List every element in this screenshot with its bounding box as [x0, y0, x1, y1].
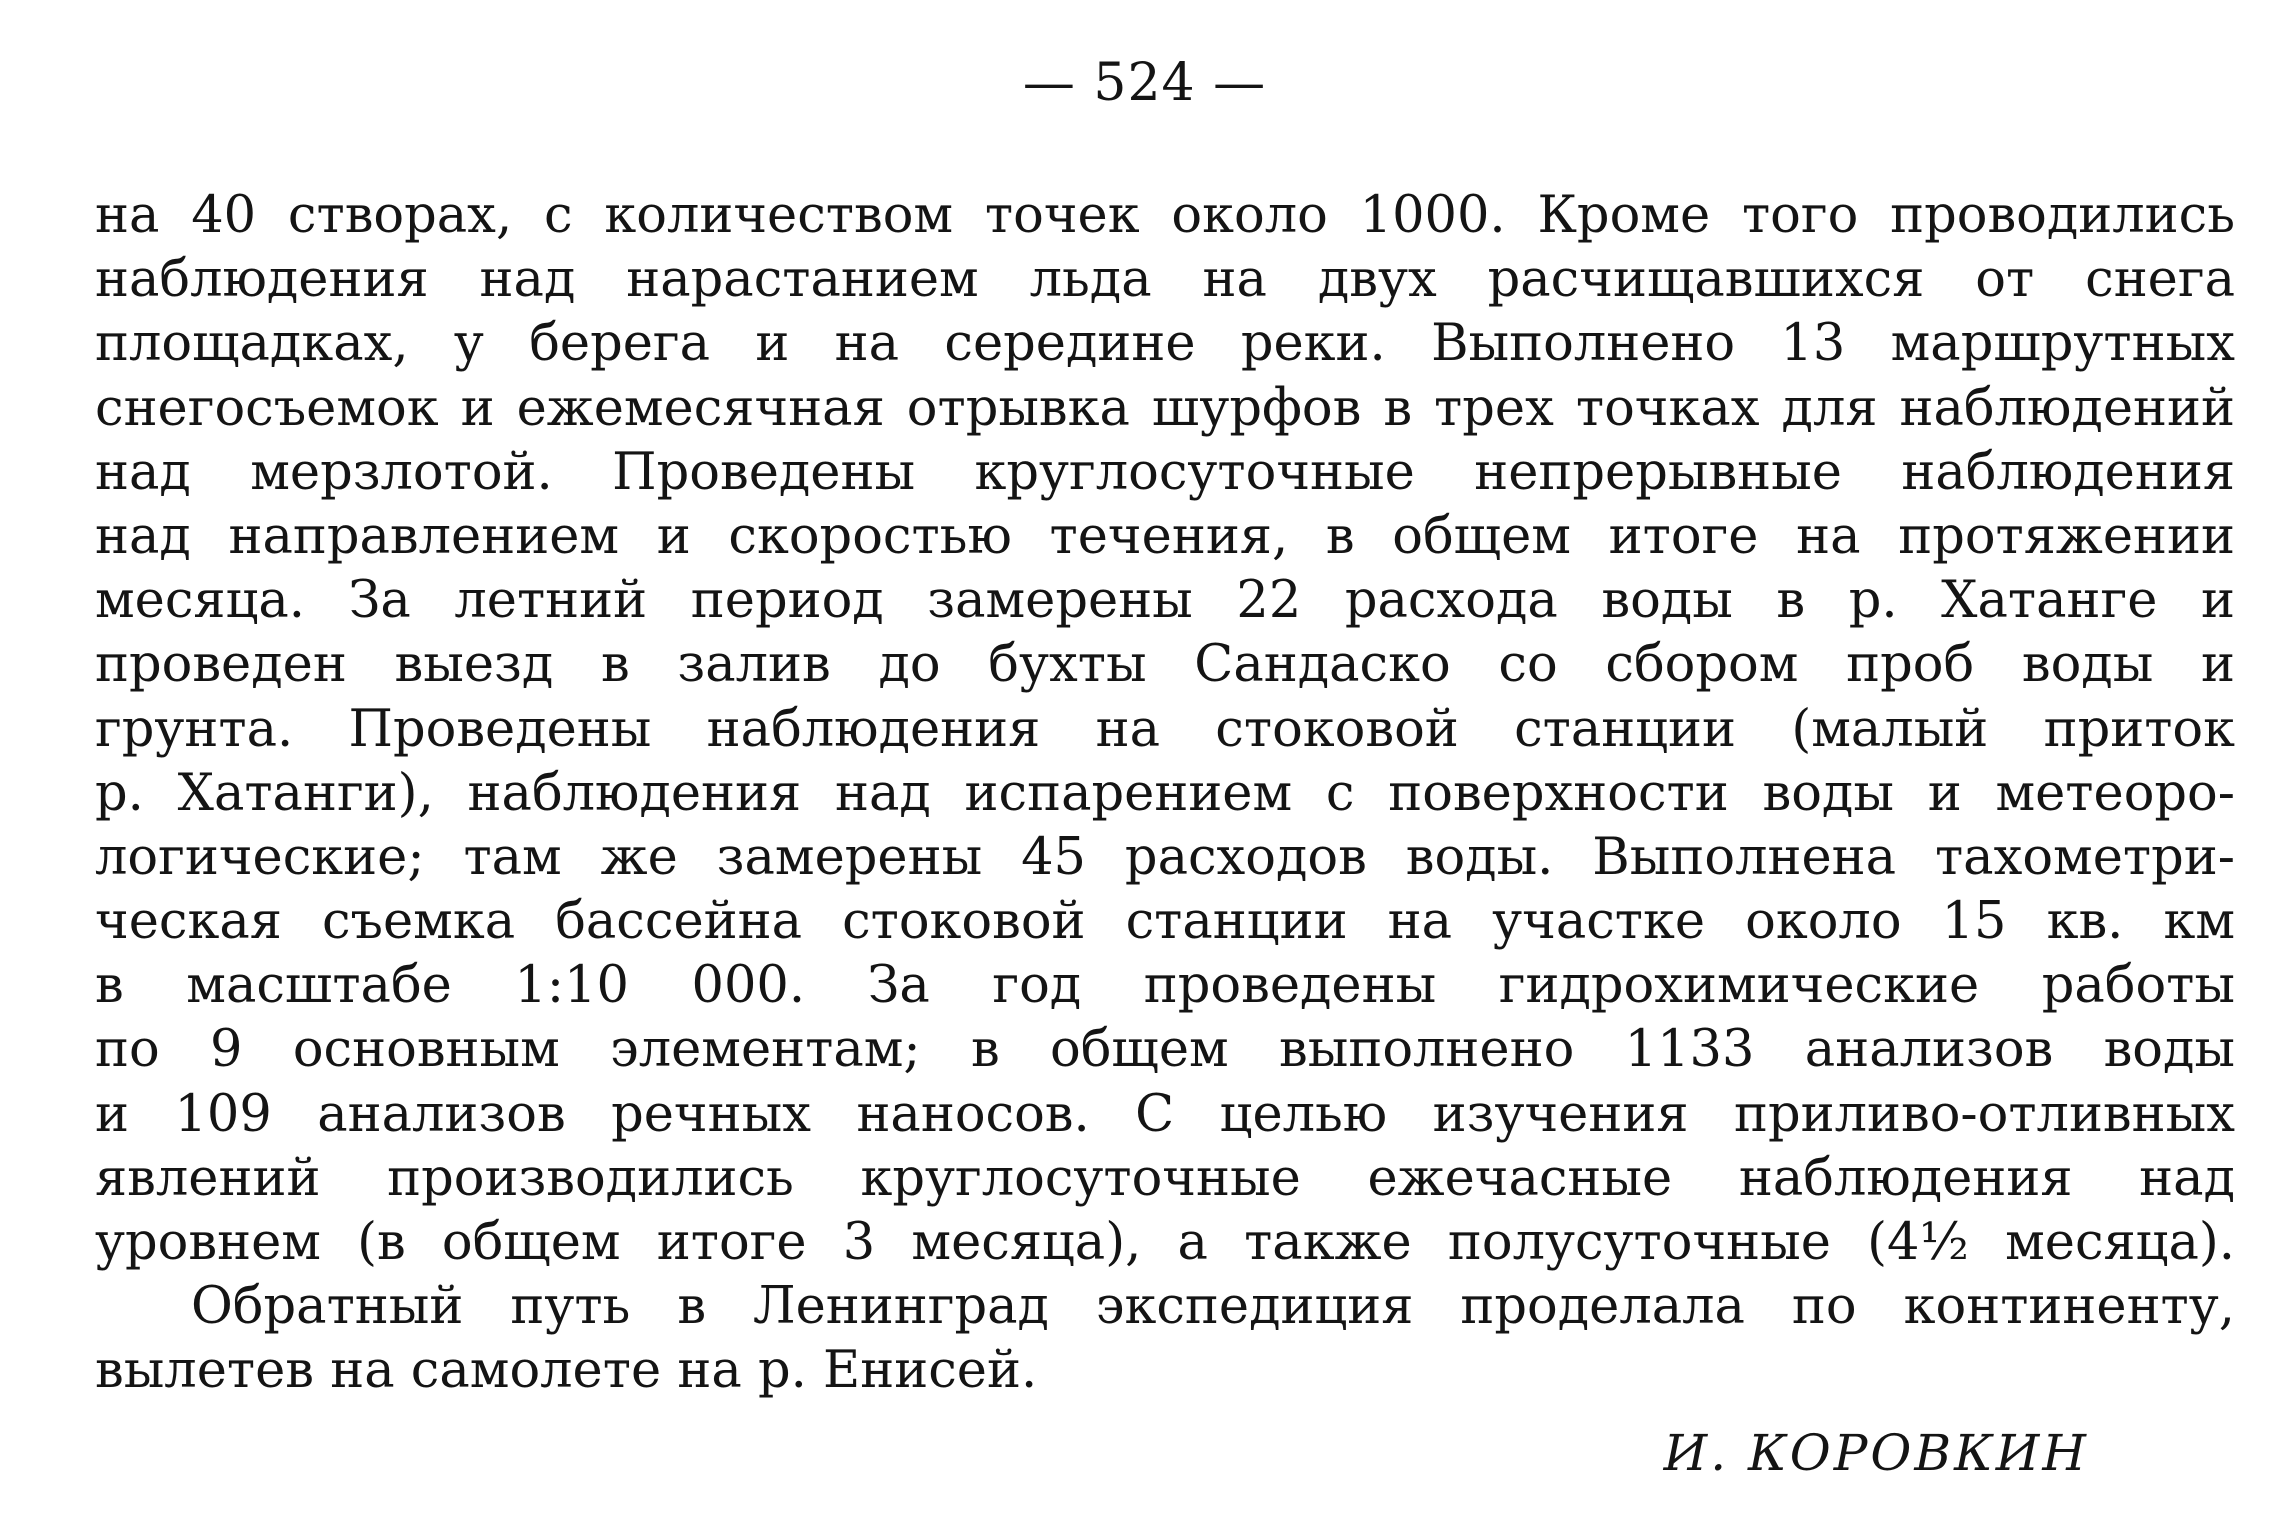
text-line: над мерзлотой. Проведены круглосуточные непрерывные наблюдения — [95, 442, 2235, 502]
text-line: в масштабе 1:10 000. За год проведены гидрохимические работы — [95, 956, 2235, 1016]
text-line: на 40 створах, с количеством точек около 1000. Кроме того проводились — [95, 186, 2235, 245]
text-line: уровнем (в общем итоге 3 месяца), а также полусуточные (4½ месяца). — [95, 1213, 2235, 1272]
text-line: площадках, у берега и на середине реки. Выполнено 13 маршрутных — [95, 314, 2235, 374]
text-line: явлений производились круглосуточные ежечасные наблюдения над — [95, 1148, 2235, 1208]
text-line: снегосъемок и ежемесячная отрывка шурфов в трех точках для наблюдений — [95, 378, 2235, 438]
text-line: проведен выезд в залив до бухты Сандаско со сбором проб воды и — [95, 635, 2235, 695]
text-line: над направлением и скоростью течения, в общем итоге на протяжении — [95, 506, 2235, 566]
page-number: — 524 — — [1022, 53, 1267, 113]
text-line: р. Хатанги), наблюдения над испарением с поверхности воды и метеоро- — [95, 763, 2235, 823]
text-line: ческая съемка бассейна стоковой станции на участке около 15 кв. км — [95, 892, 2235, 952]
text-line: и 109 анализов речных наносов. С целью изучения приливо-отливных — [95, 1084, 2235, 1144]
text-line: Обратный путь в Ленинград экспедиция проделала по континенту, — [191, 1277, 2235, 1337]
body-text — [95, 184, 2235, 1404]
text-line: по 9 основным элементам; в общем выполнено 1133 анализов воды — [95, 1020, 2235, 1080]
author-signature: И. КОРОВКИН — [1663, 1424, 2089, 1482]
paragraph-1 — [95, 184, 2235, 1275]
text-line: логические; там же замерены 45 расходов воды. Выполнена тахометри- — [95, 827, 2235, 887]
text-line: месяца. За летний период замерены 22 расхода воды в р. Хатанге и — [95, 571, 2235, 631]
paragraph-2 — [95, 1275, 2235, 1403]
text-line: вылетев на самолете на р. Енисей. — [95, 1341, 1038, 1401]
text-line: грунта. Проведены наблюдения на стоковой станции (малый приток — [95, 699, 2235, 759]
text-line: наблюдения над нарастанием льда на двух расчищавшихся от снега — [95, 250, 2235, 310]
